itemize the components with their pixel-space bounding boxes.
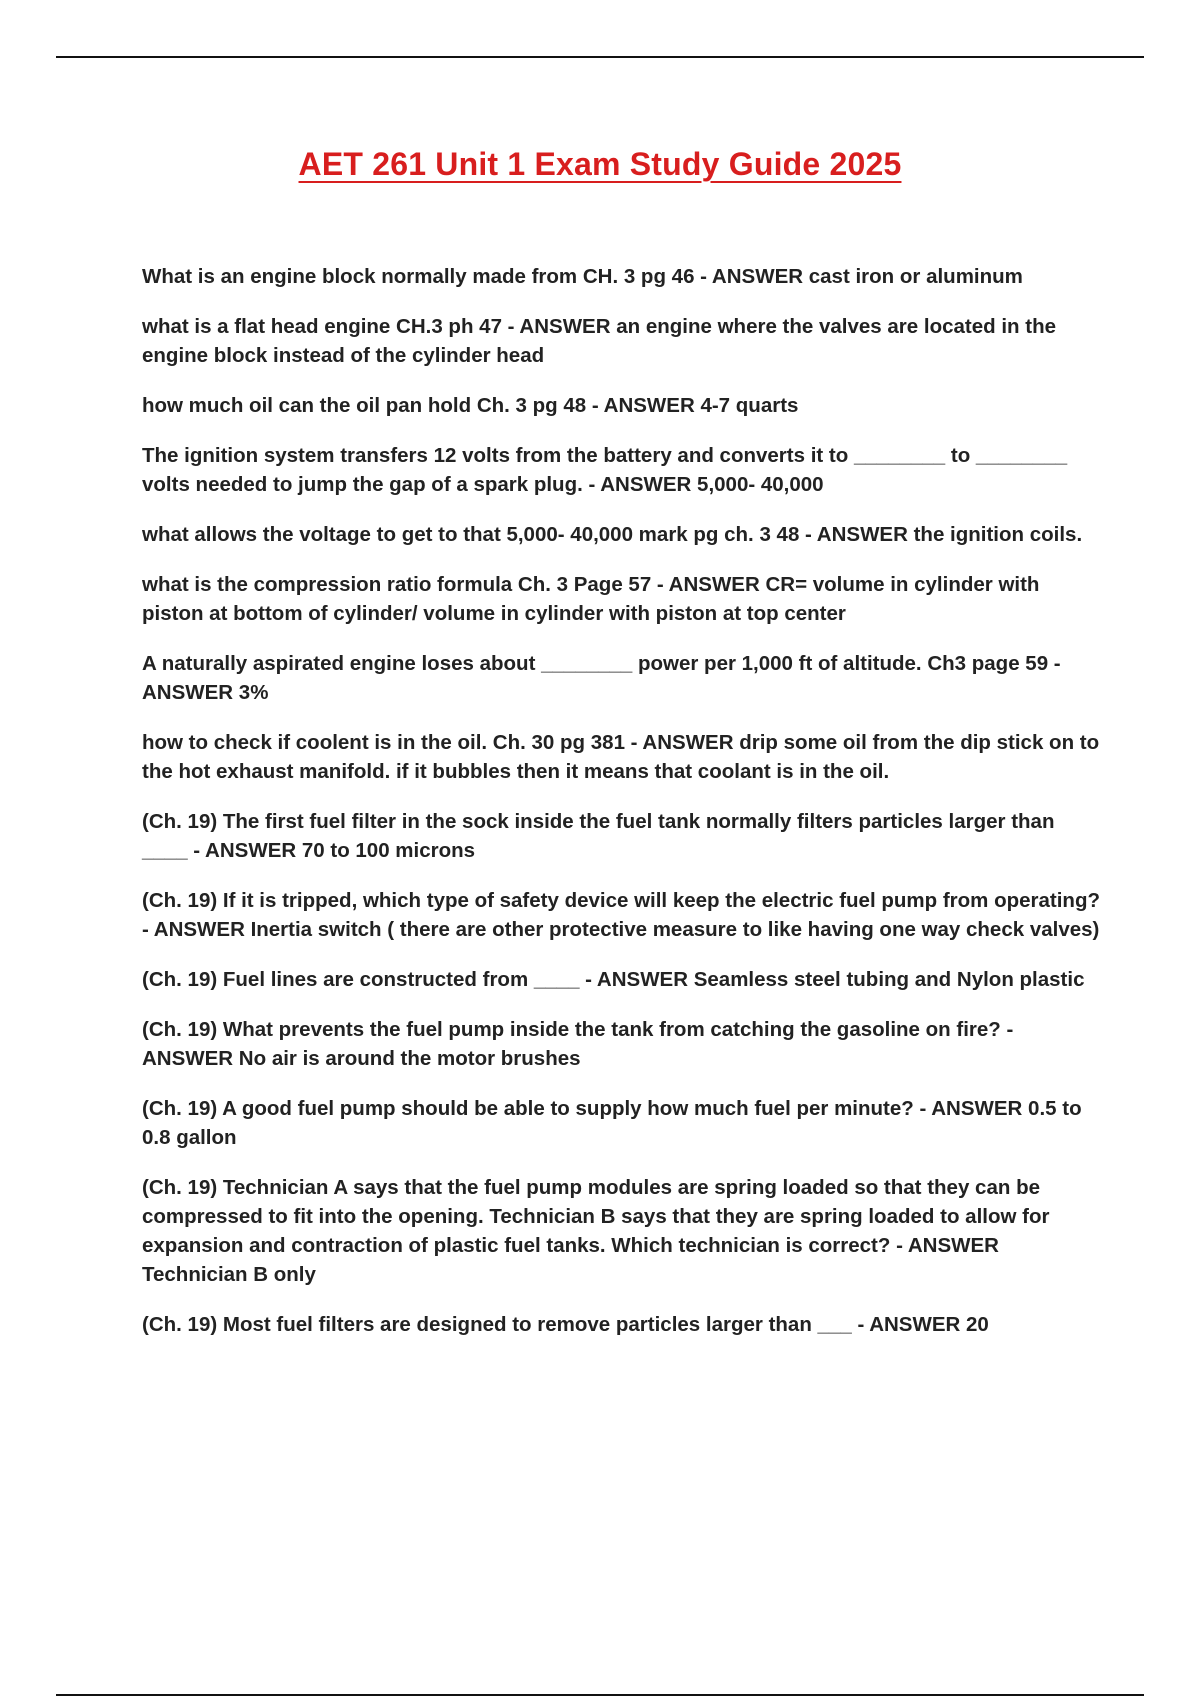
qa-item: what allows the voltage to get to that 5,000- 40,000 mark pg ch. 3 48 - ANSWER the ignition coils. xyxy=(142,523,1083,546)
qa-item: A naturally aspirated engine loses about ________ power per 1,000 ft of altitude. Ch3 page 59 - ANSWER 3% xyxy=(142,652,1061,704)
top-rule xyxy=(56,56,1144,58)
qa-item: What is an engine block normally made from CH. 3 pg 46 - ANSWER cast iron or aluminum xyxy=(142,265,1023,288)
qa-item: (Ch. 19) The first fuel filter in the sock inside the fuel tank normally filters particles larger than ____ - ANSWER 70 to 100 microns xyxy=(142,810,1055,862)
qa-item: what is a flat head engine CH.3 ph 47 - ANSWER an engine where the valves are located in the engine block instead of the cylinder head xyxy=(142,315,1057,367)
qa-item: (Ch. 19) Technician A says that the fuel pump modules are spring loaded so that they can be compressed to fit into the opening. Technician B says that they are spring loaded to allow for expansion and contraction of plastic fuel tanks. Which technician is correct? - ANSWER Technician B only xyxy=(142,1176,1050,1286)
qa-item: (Ch. 19) If it is tripped, which type of safety device will keep the electric fuel pump from operating? - ANSWER Inertia switch ( there are other protective measure to like having one way check valves) xyxy=(142,889,1100,941)
qa-item: (Ch. 19) A good fuel pump should be able to supply how much fuel per minute? - ANSWER 0.5 to 0.8 gallon xyxy=(142,1097,1082,1149)
qa-item: what is the compression ratio formula Ch. 3 Page 57 - ANSWER CR= volume in cylinder with piston at bottom of cylinder/ volume in cylinder with piston at top center xyxy=(142,573,1040,625)
bottom-rule xyxy=(56,1694,1144,1696)
qa-item: (Ch. 19) What prevents the fuel pump inside the tank from catching the gasoline on fire? - ANSWER No air is around the motor brushes xyxy=(142,1018,1014,1070)
qa-item: (Ch. 19) Most fuel filters are designed to remove particles larger than ___ - ANSWER 20 xyxy=(142,1313,989,1336)
qa-item: (Ch. 19) Fuel lines are constructed from ____ - ANSWER Seamless steel tubing and Nylon plastic xyxy=(142,968,1085,991)
qa-item: how to check if coolent is in the oil. Ch. 30 pg 381 - ANSWER drip some oil from the dip stick on to the hot exhaust manifold. if it bubbles then it means that coolant is in the oil. xyxy=(142,731,1100,783)
qa-list xyxy=(142,262,1102,1360)
page-title-text: AET 261 Unit 1 Exam Study Guide 2025 xyxy=(298,146,902,182)
page-title xyxy=(0,146,1200,183)
qa-item: The ignition system transfers 12 volts from the battery and converts it to ________ to ________ volts needed to jump the gap of a spark plug. - ANSWER 5,000- 40,000 xyxy=(142,444,1068,496)
qa-item: how much oil can the oil pan hold Ch. 3 pg 48 - ANSWER 4-7 quarts xyxy=(142,394,799,417)
